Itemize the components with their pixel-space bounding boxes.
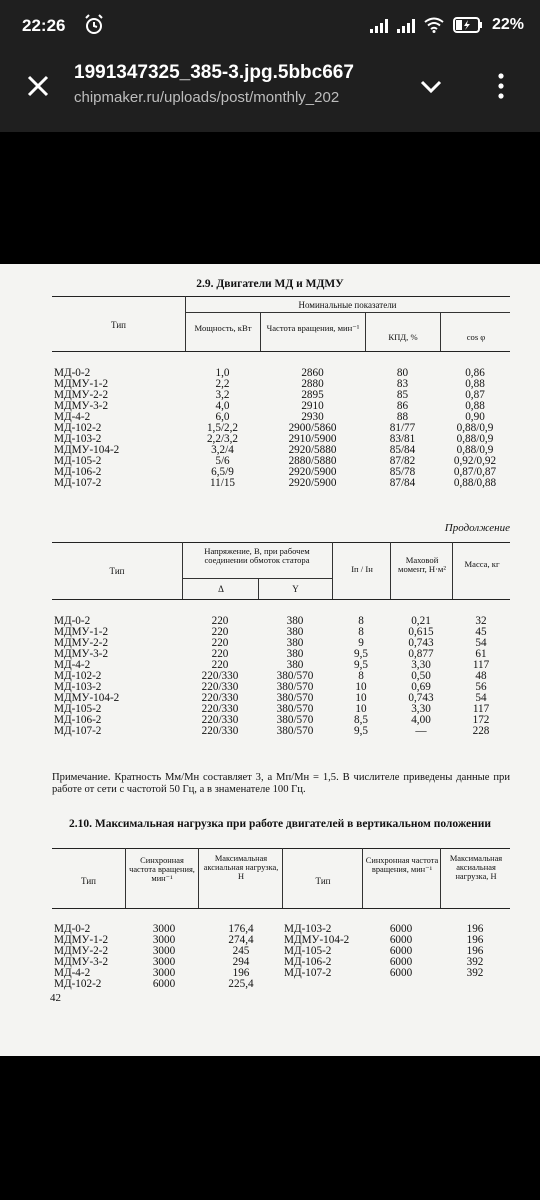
table-cell: МДМУ-104-2 <box>284 934 350 946</box>
table-row <box>52 456 510 467</box>
table-cell: 6000 <box>389 923 413 935</box>
table-cell: 0,88/0,9 <box>456 444 494 456</box>
table-cell: МДМУ-104-2 <box>54 444 120 456</box>
table-cell: 220/330 <box>201 670 239 682</box>
table-cell: 6,0 <box>215 411 230 423</box>
table-row <box>52 445 510 456</box>
table-row <box>52 726 510 737</box>
table-cell: 392 <box>466 956 484 968</box>
table-cell: 220 <box>211 626 229 638</box>
table-cell: 1,5/2,2 <box>206 422 239 434</box>
table-row <box>52 368 510 379</box>
table-cell: 88 <box>396 411 409 423</box>
table-cell: 3,30 <box>411 659 431 671</box>
file-title: 1991347325_385-3.jpg.5bbc667 <box>74 62 354 83</box>
table-cell: 2880 <box>301 378 324 390</box>
table-cell: МД-106-2 <box>54 714 102 726</box>
table-row <box>52 379 510 390</box>
table-cell: 86 <box>396 400 409 412</box>
table-cell: МДМУ-2-2 <box>54 637 109 649</box>
table-cell: 220/330 <box>201 725 239 737</box>
table-cell: 380 <box>286 626 304 638</box>
table-cell: МД-107-2 <box>284 967 332 979</box>
table-row <box>52 968 510 979</box>
table-cell: 9,5 <box>354 659 368 671</box>
table-cell: МДМУ-3-2 <box>54 400 109 412</box>
table-cell: МД-107-2 <box>54 725 102 737</box>
t2-h-type: Тип <box>109 566 125 576</box>
table-cell: 8 <box>358 626 364 638</box>
table-cell: 196 <box>466 923 484 935</box>
table-cell: 11/15 <box>209 477 236 489</box>
table-cell: 6000 <box>389 956 413 968</box>
table-cell: 81/77 <box>389 422 416 434</box>
table-cell: МД-106-2 <box>54 466 102 478</box>
table-cell: 10 <box>355 692 367 704</box>
table-cell: 274,4 <box>228 934 254 946</box>
table-cell: 196 <box>232 967 250 979</box>
table-cell: 0,615 <box>408 626 434 638</box>
table-cell: 2910/5900 <box>288 433 337 445</box>
table-cell: 2860 <box>301 367 324 379</box>
status-time: 22:26 <box>22 16 66 35</box>
t1-h-type: Тип <box>111 320 126 330</box>
table-cell: 380/570 <box>276 681 314 693</box>
table-row <box>52 478 510 489</box>
table-cell: 0,743 <box>408 692 434 704</box>
table-cell: 117 <box>472 703 490 715</box>
status-bar <box>0 0 540 56</box>
table-cell: 196 <box>466 945 484 957</box>
table-cell: МДМУ-2-2 <box>54 945 109 957</box>
table-cell: 228 <box>472 725 490 737</box>
table-cell: 54 <box>475 692 487 704</box>
t3-h-load-2: Максимальная аксиальная нагрузка, Н <box>449 854 503 881</box>
table-cell: МД-0-2 <box>54 615 91 627</box>
table-cell: МД-105-2 <box>54 703 102 715</box>
table-cell: 380 <box>286 648 304 660</box>
t1-h-eff: КПД, % <box>388 332 418 342</box>
table-cell: МД-107-2 <box>54 477 102 489</box>
battery-percent: 22% <box>491 16 524 33</box>
t3-h-type-2: Тип <box>315 876 331 886</box>
t1-h-power: Мощность, кВт <box>194 323 252 333</box>
table-cell: 87/82 <box>389 455 416 467</box>
table-cell: 380/570 <box>276 714 314 726</box>
table-cell: 220 <box>211 615 229 627</box>
table-cell: 4,0 <box>215 400 230 412</box>
table-row <box>52 924 510 935</box>
table-cell: 380 <box>286 637 304 649</box>
table-cell: 85 <box>396 389 409 401</box>
table-2-10-title: 2.10. Максимальная нагрузка при работе двигателей в вертикальном положении <box>68 818 491 830</box>
table-cell: 0,877 <box>408 648 434 660</box>
table-cell <box>362 979 440 990</box>
app-bar <box>0 56 540 132</box>
table-cell: 2880/5880 <box>288 455 337 467</box>
table-cell: 80 <box>396 367 409 379</box>
table-cell: 0,86 <box>465 367 485 379</box>
table-2-9 <box>52 368 510 489</box>
table-cell: 2930 <box>301 411 324 423</box>
table-cell: 3,2/4 <box>211 444 234 456</box>
table-cell: 56 <box>475 681 487 693</box>
table-row <box>52 423 510 434</box>
table-cell: 380/570 <box>276 670 314 682</box>
table-cell: 3,2 <box>215 389 230 401</box>
table-cell <box>282 979 362 990</box>
t2-h-inertia: Маховой момент, Н·м² <box>398 555 446 574</box>
table-cell: 85/84 <box>389 444 416 456</box>
table-cell: МД-103-2 <box>284 923 332 935</box>
page-number: 42 <box>50 992 61 1004</box>
table-row <box>52 401 510 412</box>
t3-h-speed-1: Синхронная частота вращения, мин⁻¹ <box>129 856 195 883</box>
table-cell: МДМУ-3-2 <box>54 648 109 660</box>
table-cell: 32 <box>475 615 487 627</box>
table-cell: 176,4 <box>228 923 254 935</box>
table-cell: 0,88 <box>465 400 485 412</box>
table-cell: 380 <box>286 659 304 671</box>
signal-icon-2 <box>397 17 415 33</box>
table-row <box>52 946 510 957</box>
table-cell: 2920/5880 <box>288 444 337 456</box>
table-row <box>52 979 510 990</box>
table-cell: 220/330 <box>201 692 239 704</box>
table-cell: 83 <box>396 378 409 390</box>
table-row <box>52 434 510 445</box>
table-cell: 10 <box>355 681 367 693</box>
close-icon[interactable] <box>20 68 56 104</box>
table-cell: 48 <box>475 670 487 682</box>
t2-h-voltage: Напряжение, В, при рабочем соединении обмоток статора <box>204 546 310 565</box>
table-cell: 220 <box>211 648 229 660</box>
table-cell: 3000 <box>152 923 176 935</box>
table-cell: 9,5 <box>354 648 368 660</box>
table-cell: 6000 <box>389 934 413 946</box>
table-row <box>52 467 510 478</box>
table-cell: 8 <box>358 670 364 682</box>
table-cell: 6000 <box>389 945 413 957</box>
t1-h-speed: Частота вращения, мин⁻¹ <box>266 323 360 333</box>
chevron-down-icon[interactable] <box>414 70 448 104</box>
table-cell: 0,88/0,9 <box>456 433 494 445</box>
t3-h-load-1: Максимальная аксиальная нагрузка, Н <box>203 854 279 881</box>
table-cell: 83/81 <box>389 433 416 445</box>
table-cell: 4,00 <box>411 714 431 726</box>
table-cell: 2900/5860 <box>288 422 337 434</box>
table-cell: 380 <box>286 615 304 627</box>
table-cell: 0,21 <box>411 615 431 627</box>
table-cell: 380/570 <box>276 703 314 715</box>
table-cell: МДМУ-1-2 <box>54 934 109 946</box>
signal-icon <box>370 17 388 33</box>
table-row <box>52 412 510 423</box>
t1-group-header: Номинальные показатели <box>298 300 397 310</box>
table-cell: МД-102-2 <box>54 978 102 990</box>
file-url: chipmaker.ru/uploads/post/monthly_202 <box>74 89 340 106</box>
table-cell: 225,4 <box>228 978 254 990</box>
table-cell: 2895 <box>301 389 324 401</box>
table-cell: 6000 <box>389 967 413 979</box>
table-row <box>52 649 510 660</box>
document-image[interactable] <box>0 264 540 1056</box>
t3-h-type-1: Тип <box>81 876 96 886</box>
table-cell: МД-102-2 <box>54 422 102 434</box>
table-cell: 54 <box>475 637 487 649</box>
table-cell: 0,92/0,92 <box>453 455 497 467</box>
table-cell: 220 <box>211 659 229 671</box>
table-cell: МДМУ-1-2 <box>54 378 109 390</box>
table-cell: 10 <box>355 703 367 715</box>
table-cell: 380/570 <box>276 725 314 737</box>
table-cell: МДМУ-3-2 <box>54 956 109 968</box>
alarm-icon <box>84 14 104 36</box>
table-row <box>52 616 510 627</box>
table-cell: 220/330 <box>201 714 239 726</box>
table-row <box>52 935 510 946</box>
table-cell: 392 <box>466 967 484 979</box>
table-cell: 0,88/0,9 <box>456 422 494 434</box>
table-cell: 1,0 <box>215 367 230 379</box>
table-cell: МД-105-2 <box>284 945 332 957</box>
table-cell: 0,69 <box>411 681 431 693</box>
table-row <box>52 957 510 968</box>
table-cell: 0,88/0,88 <box>453 477 497 489</box>
wifi-icon <box>424 17 444 33</box>
table-cell: МДМУ-2-2 <box>54 389 109 401</box>
table-cell: МД-4-2 <box>54 411 91 423</box>
t2-h-mass: Масса, кг <box>464 559 500 569</box>
table-cell: 220/330 <box>201 681 239 693</box>
table-2-9-title: 2.9. Двигатели МД и МДМУ <box>196 278 344 290</box>
table-cell: 220/330 <box>201 703 239 715</box>
table-cell: МД-106-2 <box>284 956 332 968</box>
t3-h-speed-2: Синхронная частота вращения, мин⁻¹ <box>365 856 439 874</box>
table-cell: МДМУ-1-2 <box>54 626 109 638</box>
table-cell: 87/84 <box>389 477 416 489</box>
table-cell: 8 <box>358 615 364 627</box>
table-cell: МД-105-2 <box>54 455 102 467</box>
t2-h-ratio: Iп / Iн <box>351 564 373 574</box>
continuation-label: Продолжение <box>444 522 510 534</box>
table-cell: 2,2 <box>215 378 230 390</box>
table-cell: 9,5 <box>354 725 368 737</box>
table-cell: 3000 <box>152 934 176 946</box>
table-cell: 8,5 <box>354 714 368 726</box>
battery-icon <box>453 17 483 33</box>
more-options-icon[interactable] <box>490 68 512 104</box>
t1-h-cos: cos φ <box>466 332 486 342</box>
table-cell: 117 <box>472 659 490 671</box>
table-cell: 3000 <box>152 945 176 957</box>
table-row <box>52 638 510 649</box>
table-row <box>52 627 510 638</box>
table-cell: 380/570 <box>276 692 314 704</box>
table-cell: 3000 <box>152 956 176 968</box>
table-cell: МДМУ-104-2 <box>54 692 120 704</box>
table-cell: 172 <box>472 714 490 726</box>
table-cell: 9 <box>358 637 364 649</box>
table-cell: 245 <box>232 945 250 957</box>
table-cell: МД-4-2 <box>54 967 91 979</box>
table-cell: 0,50 <box>411 670 431 682</box>
table-cell: 6,5/9 <box>211 466 234 478</box>
table-cell: 0,743 <box>408 637 434 649</box>
table-cell: 3,30 <box>411 703 431 715</box>
table-note: Примечание. Кратность Mм/Mн составляет 3, а Mп/Mн = 1,5. В числителе приведены данные при работе от сети с частотой 50 Гц, а в знаменателе 100 Гц. <box>52 772 510 795</box>
table-cell: 0,87 <box>465 389 485 401</box>
table-cell: 2920/5900 <box>288 466 337 478</box>
table-cell: МД-103-2 <box>54 433 102 445</box>
table-cell: 5/6 <box>215 455 230 467</box>
table-cell: 220 <box>211 637 229 649</box>
t2-h-delta: Δ <box>218 584 224 594</box>
table-cell: 6000 <box>152 978 176 990</box>
table-cell: МД-103-2 <box>54 681 102 693</box>
table-cell: 3000 <box>152 967 176 979</box>
table-cell: 0,88 <box>465 378 485 390</box>
table-cell: 2910 <box>301 400 324 412</box>
table-cell: 85/78 <box>389 466 416 478</box>
table-cell: 294 <box>232 956 250 968</box>
table-cell: 0,90 <box>465 411 485 423</box>
table-cell: 45 <box>475 626 487 638</box>
table-cell: 2920/5900 <box>288 477 337 489</box>
table-cell: 0,87/0,87 <box>453 466 497 478</box>
table-2-10 <box>52 924 510 990</box>
table-cell: — <box>415 725 427 737</box>
table-cell: МД-4-2 <box>54 659 91 671</box>
table-row <box>52 390 510 401</box>
table-cell: 61 <box>475 648 487 660</box>
table-cell: МД-0-2 <box>54 923 91 935</box>
t2-h-y: Y <box>292 584 299 594</box>
table-cell: МД-0-2 <box>54 367 91 379</box>
table-cell: МД-102-2 <box>54 670 102 682</box>
table-cell: 196 <box>466 934 484 946</box>
table-cell: 2,2/3,2 <box>206 433 239 445</box>
table-cell <box>440 979 510 990</box>
table-2-9-continued <box>52 616 510 737</box>
